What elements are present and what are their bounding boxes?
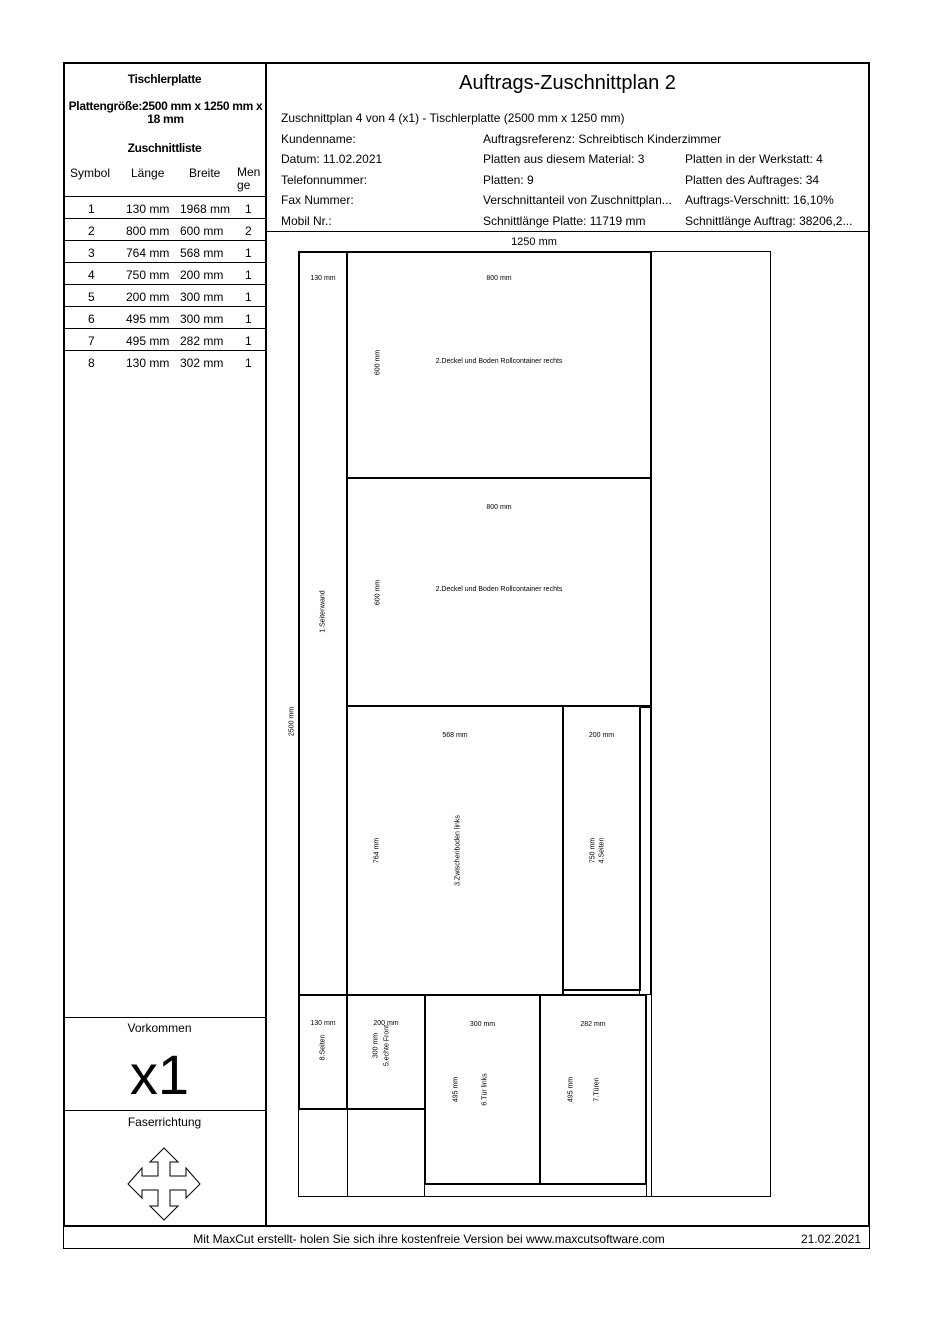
cell-symbol: 7: [88, 334, 95, 348]
phone: Telefonnummer:: [281, 173, 368, 187]
table-row: [64, 351, 265, 373]
panel-size: Plattengröße:2500 mm x 1250 mm x 18 mm: [68, 99, 263, 126]
cut-length-order: Schnittlänge Auftrag: 38206,2...: [685, 214, 853, 228]
cell-symbol: 3: [88, 246, 95, 260]
piece-label: 6.Tür links: [481, 1073, 489, 1106]
mobile: Mobil Nr.:: [281, 214, 332, 228]
piece-height: 600 mm: [374, 579, 382, 606]
order-reference: Auftragsreferenz: Schreibtisch Kinderzimmer: [483, 132, 722, 146]
header-width: Breite: [189, 166, 221, 180]
cut-piece-1: [298, 251, 348, 996]
piece-width: 800 mm: [486, 504, 512, 511]
piece-height: 750 mm: [589, 837, 597, 864]
piece-width: 800 mm: [486, 275, 512, 282]
piece-width: 300 mm: [469, 1021, 496, 1028]
table-row: [64, 241, 265, 263]
cutlist-title: Zuschnittliste: [127, 141, 202, 155]
cell-symbol: 5: [88, 290, 95, 304]
cell-length: 750 mm: [126, 268, 170, 282]
cell-width: 300 mm: [180, 290, 224, 304]
sidebar-divider: [265, 62, 267, 1227]
date: Datum: 11.02.2021: [281, 152, 383, 166]
cell-width: 200 mm: [180, 268, 224, 282]
cell-length: 764 mm: [126, 246, 170, 260]
piece-height: 300 mm: [372, 1032, 380, 1059]
cut-piece-2a: [346, 251, 652, 479]
cut-piece-3: [346, 705, 564, 996]
grain-direction-icon: [126, 1146, 202, 1222]
piece-label: 1.Seitenwand: [319, 590, 327, 633]
piece-label: 3.Zwischenboden links: [454, 815, 462, 886]
header-divider: [267, 231, 870, 232]
cell-qty: 1: [245, 290, 252, 304]
piece-width: 130 mm: [310, 275, 336, 282]
piece-width: 568 mm: [442, 732, 468, 739]
cell-symbol: 2: [88, 224, 95, 238]
cell-length: 200 mm: [126, 290, 170, 304]
cut-piece-4: [562, 705, 641, 991]
panel-height-label: 2500 mm: [288, 706, 296, 737]
panels-workshop: Platten in der Werkstatt: 4: [685, 152, 823, 166]
cell-symbol: 4: [88, 268, 95, 282]
cut-piece-7: [539, 994, 647, 1185]
divider: [64, 1017, 265, 1018]
panels-material: Platten aus diesem Material: 3: [483, 152, 645, 166]
footer: [63, 1227, 870, 1249]
cut-length-panel: Schnittlänge Platte: 11719 mm: [483, 214, 646, 228]
piece-label: 7.Türen: [593, 1077, 601, 1102]
piece-width: 200 mm: [373, 1020, 399, 1027]
header-symbol: Symbol: [70, 166, 111, 180]
table-row: [64, 329, 265, 351]
customer-name: Kundenname:: [281, 132, 356, 146]
cell-symbol: 6: [88, 312, 95, 326]
cut-piece-5: [346, 994, 426, 1110]
table-row: [64, 263, 265, 285]
occurrences-value: x1: [129, 1043, 190, 1106]
cell-width: 568 mm: [180, 246, 224, 260]
piece-width: 282 mm: [580, 1021, 606, 1028]
cell-symbol: 8: [88, 356, 95, 370]
plan-line: Zuschnittplan 4 von 4 (x1) - Tischlerplatte (2500 mm x 1250 mm): [281, 111, 625, 125]
offcut-line: [347, 1108, 348, 1197]
piece-height: 600 mm: [374, 349, 382, 376]
piece-height: 495 mm: [567, 1076, 575, 1103]
cell-qty: 1: [245, 268, 252, 282]
waste-share: Verschnittanteil von Zuschnittplan...: [483, 193, 672, 207]
divider: [64, 1110, 265, 1111]
cell-length: 130 mm: [126, 356, 170, 370]
piece-label: 8.Seiten: [319, 1034, 327, 1061]
cut-piece-2b: [346, 477, 652, 707]
cell-length: 495 mm: [126, 334, 170, 348]
panel-width-label: 1250 mm: [511, 236, 557, 248]
cell-width: 1968 mm: [180, 202, 231, 216]
piece-label: 2.Deckel und Boden Rollcontainer rechts: [435, 358, 563, 365]
piece-height: 764 mm: [373, 837, 381, 864]
table-row: [64, 285, 265, 307]
piece-label: 4.Seiten: [598, 837, 606, 864]
header-qty: Menge: [237, 165, 261, 192]
cell-length: 800 mm: [126, 224, 170, 238]
grain-label: Faserrichtung: [127, 1115, 202, 1129]
table-row: [64, 219, 265, 241]
cell-qty: 1: [245, 246, 252, 260]
cell-qty: 1: [245, 356, 252, 370]
piece-width: 200 mm: [588, 732, 615, 739]
cell-qty: 1: [245, 312, 252, 326]
cell-qty: 1: [245, 334, 252, 348]
cut-piece-6: [424, 994, 541, 1185]
cell-width: 600 mm: [180, 224, 224, 238]
header-length: Länge: [131, 166, 165, 180]
cell-width: 302 mm: [180, 356, 224, 370]
piece-label: 5.echte Front: [383, 1024, 391, 1067]
offcut-area: [424, 1183, 647, 1197]
panels-count: Platten: 9: [483, 173, 534, 187]
panels-order: Platten des Auftrages: 34: [685, 173, 820, 187]
cell-length: 495 mm: [126, 312, 170, 326]
cut-piece-8: [298, 994, 348, 1110]
order-waste: Auftrags-Verschnitt: 16,10%: [685, 193, 834, 207]
cell-length: 130 mm: [126, 202, 170, 216]
table-row: [64, 197, 265, 219]
footer-date: 21.02.2021: [800, 1232, 861, 1246]
piece-height: 495 mm: [452, 1076, 460, 1103]
cell-width: 282 mm: [180, 334, 224, 348]
table-row: [64, 307, 265, 329]
cell-symbol: 1: [88, 202, 95, 216]
piece-label: 2.Deckel und Boden Rollcontainer rechts: [435, 586, 563, 593]
occurrences-label: Vorkommen: [127, 1021, 192, 1035]
footer-text: Mit MaxCut erstellt- holen Sie sich ihre kostenfreie Version bei www.maxcutsoftware.com: [193, 1232, 665, 1246]
cell-qty: 1: [245, 202, 252, 216]
cell-qty: 2: [245, 224, 252, 238]
page-title: Auftrags-Zuschnittplan 2: [459, 72, 676, 94]
cell-width: 300 mm: [180, 312, 224, 326]
fax: Fax Nummer:: [281, 193, 354, 207]
panel-title: Tischlerplatte: [127, 72, 202, 86]
piece-width: 130 mm: [310, 1020, 336, 1027]
